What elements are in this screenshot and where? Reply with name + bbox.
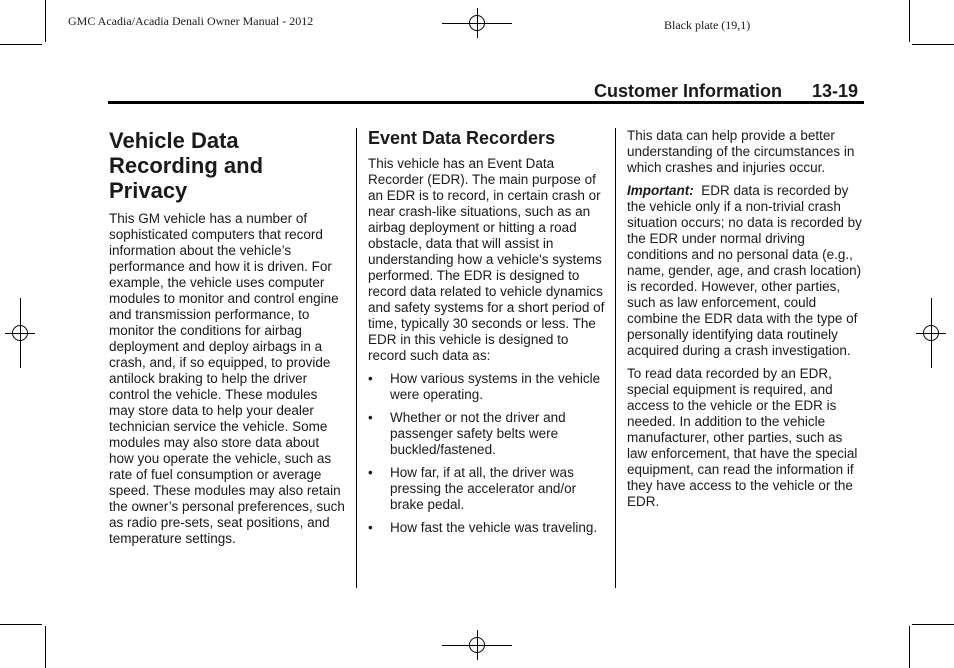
section-heading-edr: Event Data Recorders [368,128,556,148]
bullet: • [368,371,373,386]
plate-info-left: GMC Acadia/Acadia Denali Owner Manual - 2012 [68,14,314,28]
header-rule [108,101,864,104]
paragraph: This GM vehicle has a number of sophisticated computers that record information about the vehicle’s performance and how it is driven. For example, the vehicle uses computer modules to monitor and control engine and transmission performance, to monitor the conditions for airbag deployment and deploy airbags in a crash, and, if so equipped, to provide antilock braking to help the driver control the vehicle. These modules may store data to help your dealer technician service the vehicle. Some modules may also store data about how you operate the vehicle, such as rate of fuel consumption or average speed. These modules may also retain the owner’s personal preferences, such as radio pre-sets, seat positions, and temperature settings. [109,211,345,546]
list-item: • How various systems in the vehicle were operating. [368,371,601,402]
crop-mark [0,624,42,625]
column-2 [368,128,606,543]
crop-mark [45,0,46,42]
paragraph: This data can help provide a better understanding of the circumstances in which crashes and injuries occur. [627,128,855,175]
paragraph: This vehicle has an Event Data Recorder (EDR). The main purpose of an EDR is to record, in certain crash or near crash-like situations, such as an airbag deployment or hitting a road obstacle, data that will assist in understanding how a vehicle's systems performed. The EDR is designed to record data related to vehicle dynamics and safety systems for a short period of time, typically 30 seconds or less. The EDR in this vehicle is designed to record such data as: [368,156,605,363]
registration-mark-top [462,8,492,38]
running-header [594,81,858,102]
section-heading-vehicle-data: Vehicle Data Recording and Privacy [109,128,264,203]
crop-mark [45,626,46,668]
list-item: • Whether or not the driver and passenger safety belts were buckled/fastened. [368,410,566,457]
paragraph-important: Important: EDR data is recorded by the vehicle only if a non-trivial crash situation occurs; no data is recorded by the EDR under normal driving conditions and no personal data (e.g., name, gender, age, and crash location) is recorded. However, other parties, such as law enforcement, could combine the EDR data with the type of personally identifying data routinely acquired during a crash investigation. [627,183,862,358]
column-divider [615,128,616,588]
registration-mark-left [5,318,35,348]
page-number: 13-19 [812,81,859,101]
crop-mark [912,44,954,45]
column-divider [356,128,357,588]
column-1 [109,128,345,554]
paragraph: To read data recorded by an EDR, special equipment is required, and access to the vehicle or the EDR is needed. In addition to the vehicle manufacturer, other parties, such as law enforcement, that have the special equipment, can read the information if they have access to the vehicle or the EDR. [627,366,858,509]
crop-mark [909,0,910,42]
registration-mark-bottom [462,630,492,660]
bullet-list [368,371,606,536]
bullet: • [368,520,373,535]
list-item: • How fast the vehicle was traveling. [368,520,598,535]
bullet: • [368,410,373,425]
crop-mark [0,44,42,45]
column-3 [627,128,863,517]
crop-mark [912,624,954,625]
plate-info-right: Black plate (19,1) [664,18,751,32]
registration-mark-right [916,318,946,348]
important-label: Important: [627,183,694,198]
crop-mark [909,626,910,668]
section-title: Customer Information [594,81,783,101]
list-item: • How far, if at all, the driver was pressing the accelerator and/or brake pedal. [368,465,577,512]
bullet: • [368,465,373,480]
